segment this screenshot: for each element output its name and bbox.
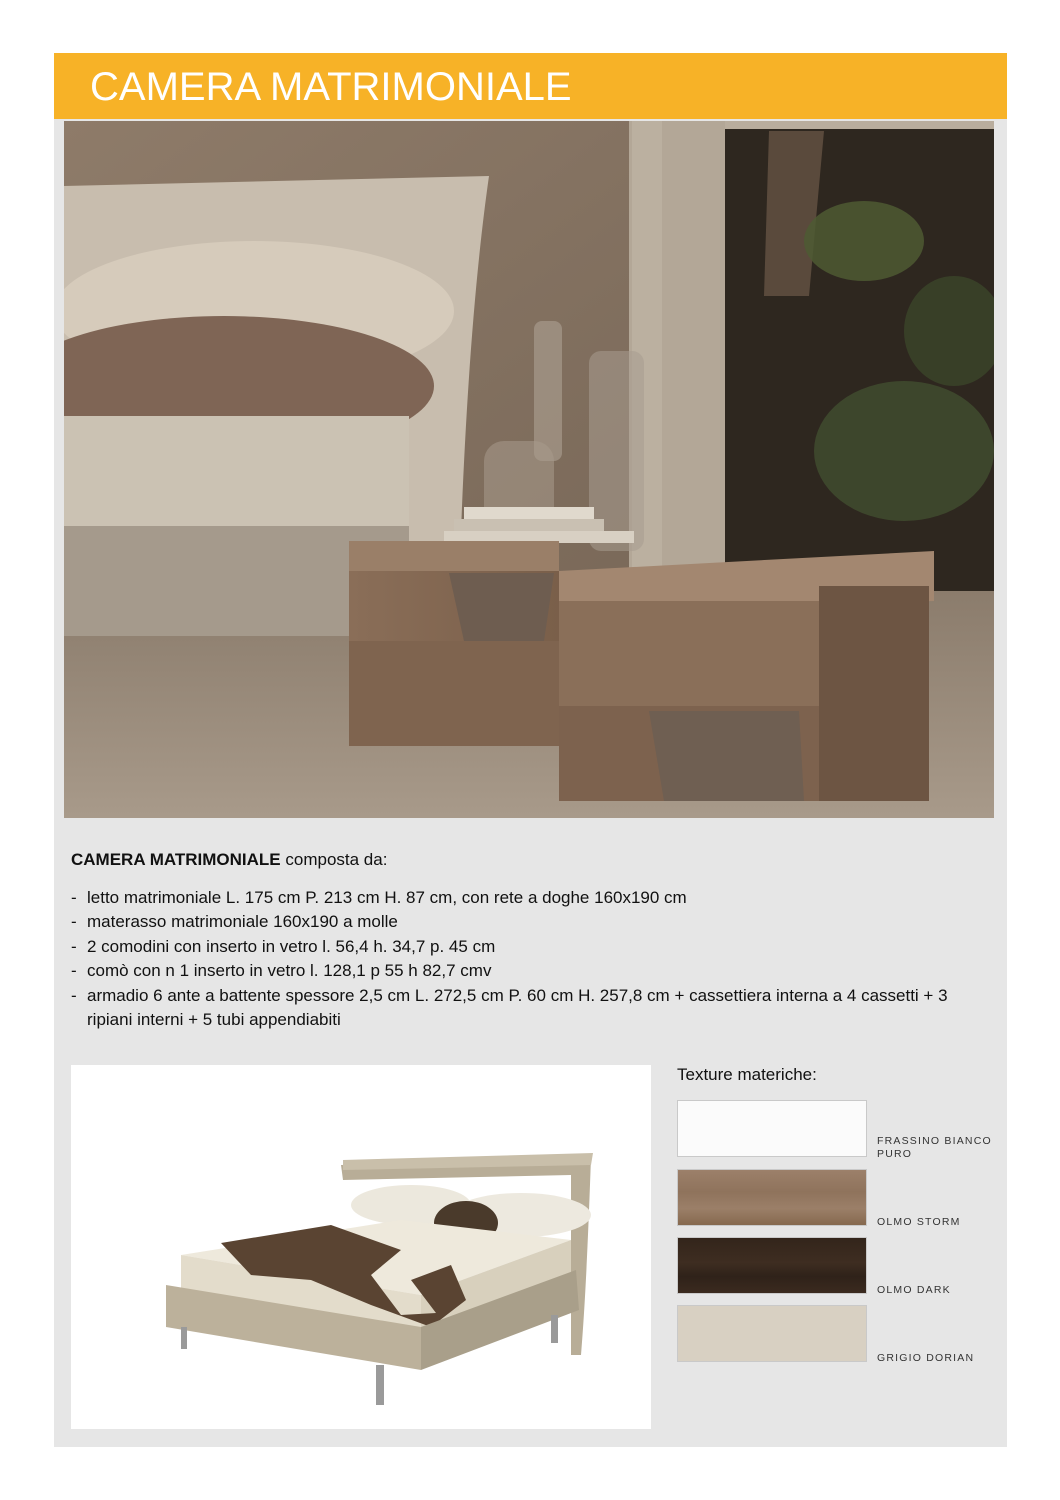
page-title: CAMERA MATRIMONIALE xyxy=(90,65,572,109)
composition-description xyxy=(71,848,991,1033)
description-heading-rest: composta da: xyxy=(280,850,388,869)
swatch-label: OLMO DARK xyxy=(877,1284,951,1296)
description-heading xyxy=(71,848,991,873)
swatch-label: GRIGIO DORIAN xyxy=(877,1352,975,1364)
bed-product-photo xyxy=(71,1065,651,1429)
swatch-label: FRASSINO BIANCO PURO xyxy=(877,1135,992,1160)
swatch-label: OLMO STORM xyxy=(877,1216,961,1228)
swatch-olmo-storm xyxy=(677,1169,867,1226)
item-list xyxy=(71,886,991,1033)
list-item: - armadio 6 ante a battente spessore 2,5 cm L. 272,5 cm P. 60 cm H. 257,8 cm + cassettiera interna a 4 cassetti + 3 ripiani interni + 5 tubi appendiabiti xyxy=(71,985,948,1029)
list-item: - letto matrimoniale L. 175 cm P. 213 cm H. 87 cm, con rete a doghe 160x190 cm xyxy=(71,887,687,907)
bedroom-photo xyxy=(64,121,994,818)
textures-heading: Texture materiche: xyxy=(677,1065,817,1084)
title-bar xyxy=(54,53,1007,119)
swatch-grigio-dorian xyxy=(677,1305,867,1362)
swatch-olmo-dark xyxy=(677,1237,867,1294)
page-card xyxy=(54,53,1007,1447)
description-heading-bold: CAMERA MATRIMONIALE xyxy=(71,850,281,869)
list-item: - comò con n 1 inserto in vetro l. 128,1 p 55 h 82,7 cmv xyxy=(71,961,492,980)
swatch-frassino-bianco-puro xyxy=(677,1100,867,1157)
list-item: - materasso matrimoniale 160x190 a molle xyxy=(71,912,398,931)
list-item: - 2 comodini con inserto in vetro l. 56,4 h. 34,7 p. 45 cm xyxy=(71,936,496,956)
